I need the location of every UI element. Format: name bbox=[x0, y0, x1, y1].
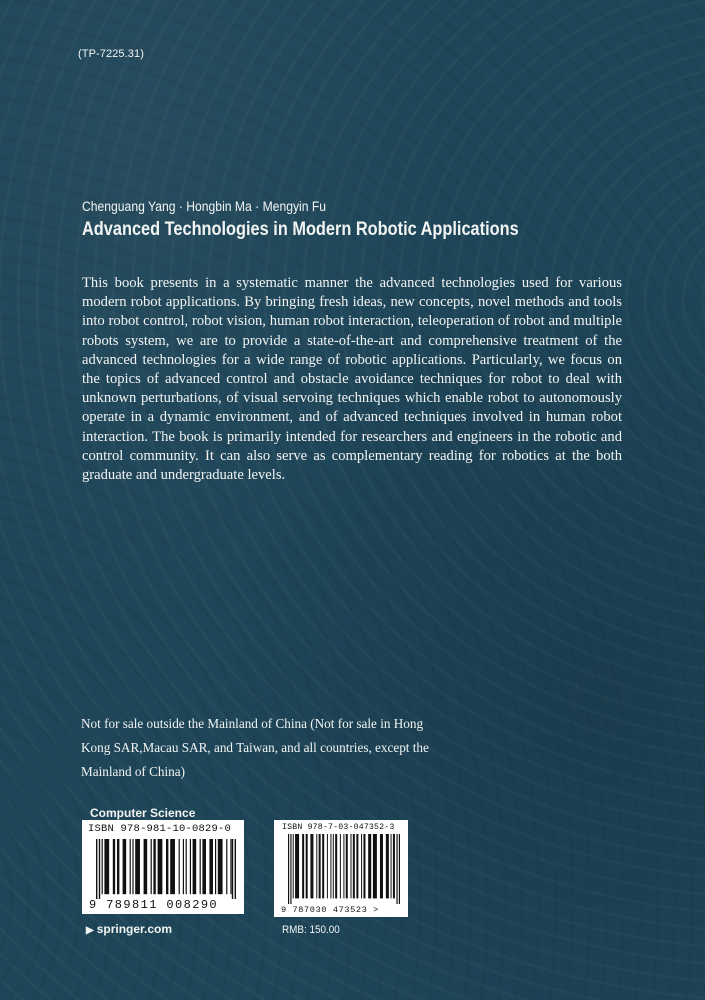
barcode-bar bbox=[363, 834, 365, 898]
barcode-bar bbox=[96, 839, 97, 899]
barcode-bar bbox=[186, 839, 187, 894]
barcode-bar bbox=[183, 839, 184, 894]
barcode-bar bbox=[333, 834, 334, 898]
primary-barcode-digits: 9 789811 008290 bbox=[89, 898, 219, 912]
website-label: springer.com bbox=[96, 922, 173, 936]
publisher-website[interactable] bbox=[86, 922, 172, 936]
barcode-bar bbox=[346, 834, 348, 898]
barcode-bar bbox=[288, 834, 289, 904]
barcode-bar bbox=[330, 834, 331, 898]
barcode-bar bbox=[306, 834, 308, 898]
barcode-bar bbox=[144, 839, 148, 894]
sale-restriction-notice: Not for sale outside the Mainland of China (Not for sale in Hong Kong SAR,Macau SAR, and Taiwan, and all countries, except the Mainland of China) bbox=[81, 716, 429, 779]
primary-isbn-label: ISBN 978-981-10-0829-0 bbox=[88, 823, 232, 835]
catalog-code: (TP-7225.31) bbox=[78, 48, 145, 60]
barcode-bar bbox=[232, 839, 233, 899]
barcode-bar bbox=[386, 834, 389, 898]
barcode-bar bbox=[380, 834, 383, 898]
primary-barcode-bars bbox=[96, 839, 236, 899]
book-description: This book presents in a systematic manner the advanced technologies used for various modern robot applications. By bringing fresh ideas, new concepts, novel methods and tools into robot control, robot vision, human robot interaction, teleoperation of robot and multiple robots system, we are to provide a state-of-the-art and comprehensive treatment of the advanced technologies for a wide range of robotic applications. Particularly, we focus on the topics of advanced control and obstacle avoidance techniques for robot to deal with unknown perturbations, of visual servoing techniques which enable robot to autonomously operate in a dynamic environment, and of advanced techniques involved in human robot interaction. The book is primarily intended for researchers and engineers in the robotic and control community. It can also serve as complementary reading for robotics at the both graduate and undergraduate levels. bbox=[82, 275, 622, 484]
barcode-bar bbox=[399, 834, 400, 904]
book-title: Advanced Technologies in Modern Robotic Applications bbox=[82, 219, 519, 240]
barcode-bar bbox=[123, 839, 127, 894]
barcode-bar bbox=[226, 839, 227, 894]
barcode-bar bbox=[193, 839, 197, 894]
barcode-bar bbox=[235, 839, 236, 899]
barcode-bar bbox=[340, 834, 341, 898]
barcode-bar bbox=[293, 834, 294, 898]
barcode-bar bbox=[327, 834, 328, 898]
barcode-bar bbox=[190, 839, 191, 894]
barcode-bar bbox=[135, 839, 140, 894]
barcode-bar bbox=[396, 834, 397, 904]
barcode-bar bbox=[170, 839, 175, 894]
barcode-bar bbox=[102, 839, 103, 894]
price: RMB: 150.00 bbox=[282, 924, 340, 936]
barcode-bar bbox=[310, 834, 313, 898]
barcode-bar bbox=[209, 839, 213, 894]
barcode-bar bbox=[230, 839, 231, 894]
barcode-bar bbox=[104, 839, 109, 894]
barcode-bar bbox=[113, 839, 115, 894]
barcode-bar bbox=[356, 834, 358, 898]
authors: Chenguang Yang · Hongbin Ma · Mengyin Fu bbox=[82, 199, 327, 214]
barcode-bar bbox=[153, 839, 155, 894]
barcode-bar bbox=[302, 834, 304, 898]
barcode-bar bbox=[179, 839, 180, 894]
barcode-bar bbox=[290, 834, 291, 904]
barcode-bar bbox=[319, 834, 321, 898]
barcode-bar bbox=[117, 839, 119, 894]
barcode-bar bbox=[373, 834, 377, 898]
barcode-bar bbox=[361, 834, 362, 898]
secondary-barcode-digits: 9 787030 473523 > bbox=[281, 905, 379, 915]
barcode-bar bbox=[99, 839, 100, 899]
barcode-bar bbox=[343, 834, 344, 898]
secondary-barcode-bars bbox=[288, 834, 400, 904]
barcode-bar bbox=[218, 839, 223, 894]
barcode-bar bbox=[166, 839, 168, 894]
barcode-bar bbox=[335, 834, 337, 898]
barcode-bar bbox=[368, 834, 371, 898]
barcode-bar bbox=[130, 839, 131, 894]
barcode-bar bbox=[132, 839, 133, 894]
barcode-bar bbox=[295, 834, 299, 898]
barcode-bar bbox=[202, 839, 206, 894]
barcode-bar bbox=[200, 839, 201, 894]
barcode-bar bbox=[353, 834, 355, 898]
barcode-bar bbox=[151, 839, 152, 894]
primary-isbn-barcode bbox=[82, 820, 244, 914]
barcode-bar bbox=[391, 834, 392, 898]
barcode-bar bbox=[158, 839, 163, 894]
secondary-isbn-barcode bbox=[274, 820, 408, 917]
barcode-bar bbox=[393, 834, 395, 898]
barcode-bar bbox=[215, 839, 216, 894]
barcode-bar bbox=[322, 834, 324, 898]
play-arrow-icon: ▶ bbox=[86, 925, 94, 936]
barcode-bar bbox=[350, 834, 351, 898]
subject-category: Computer Science bbox=[90, 806, 196, 820]
secondary-isbn-label: ISBN 978-7-03-047352-3 bbox=[282, 823, 395, 832]
barcode-bar bbox=[316, 834, 317, 898]
